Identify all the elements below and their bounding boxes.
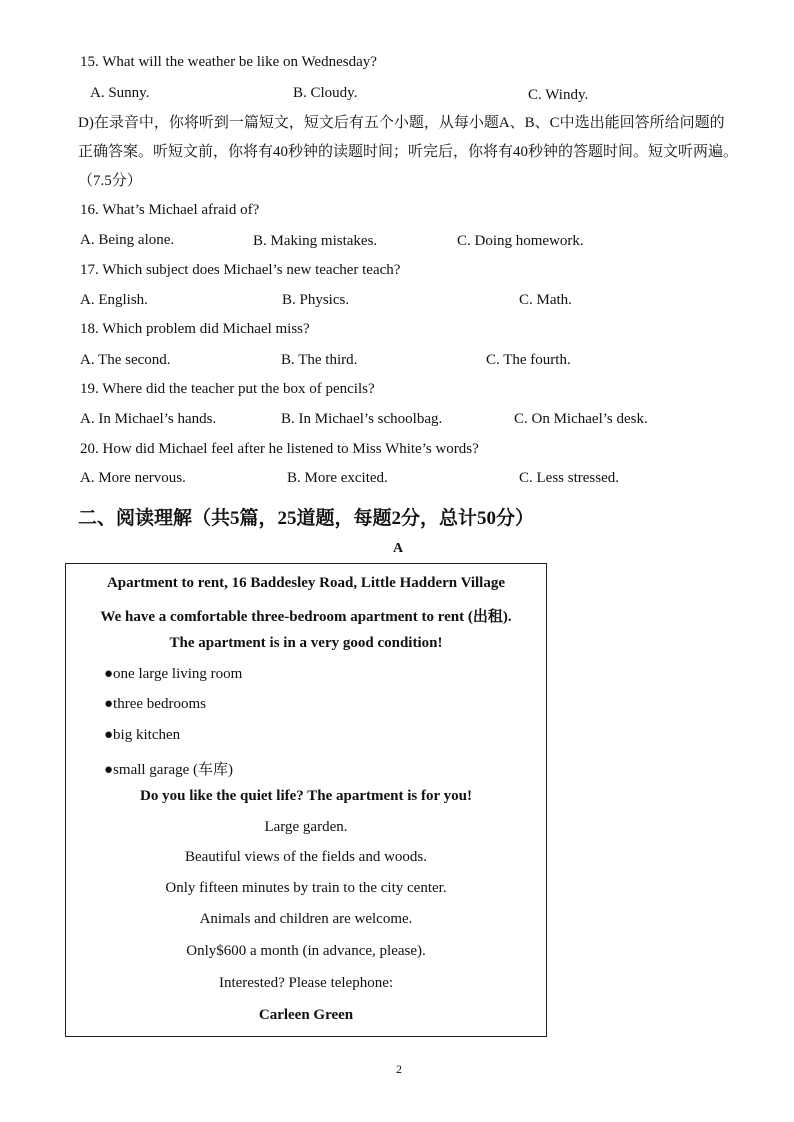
question-20-stem: 20. How did Michael feel after he listened to Miss White’s words? (80, 441, 479, 457)
question-19-option-b: B. In Michael’s schoolbag. (281, 411, 443, 427)
question-19-stem: 19. Where did the teacher put the box of pencils? (80, 381, 375, 397)
question-17-option-a: A. English. (80, 292, 148, 308)
ad-condition: The apartment is in a very good condition! (169, 635, 443, 651)
ad-line-train: Only fifteen minutes by train to the city center. (165, 880, 447, 896)
question-20-option-c: C. Less stressed. (519, 470, 619, 486)
question-15-option-c: C. Windy. (528, 87, 589, 103)
question-16-option-a: A. Being alone. (80, 232, 175, 248)
ad-feature-kitchen: ●big kitchen (104, 727, 181, 743)
question-16-option-c: C. Doing homework. (457, 233, 584, 249)
question-18-stem: 18. Which problem did Michael miss? (80, 321, 310, 337)
question-18-option-b: B. The third. (281, 352, 358, 368)
ad-line-garden: Large garden. (264, 819, 348, 835)
ad-heading: Apartment to rent, 16 Baddesley Road, Little Haddern Village (106, 575, 506, 591)
question-19-option-a: A. In Michael’s hands. (80, 411, 217, 427)
question-20-option-b: B. More excited. (287, 470, 388, 486)
ad-feature-bedrooms: ●three bedrooms (104, 696, 206, 712)
passage-label: A (393, 541, 404, 556)
ad-contact-name: Carleen Green (258, 1007, 354, 1023)
question-17-option-c: C. Math. (519, 292, 572, 308)
question-18-option-a: A. The second. (80, 352, 171, 368)
ad-feature-living-room: ●one large living room (104, 666, 243, 682)
ad-line-price: Only$600 a month (in advance, please). (186, 943, 426, 959)
question-20-option-a: A. More nervous. (80, 470, 186, 486)
ad-subheading: We have a comfortable three-bedroom apartment to rent (出租). (100, 609, 512, 625)
question-16-option-b: B. Making mistakes. (253, 233, 378, 249)
ad-feature-garage: ●small garage (车库) (104, 762, 234, 778)
page-number: 2 (396, 1062, 402, 1076)
question-16-stem: 16. What’s Michael afraid of? (80, 202, 260, 218)
ad-line-views: Beautiful views of the fields and woods. (184, 849, 428, 865)
ad-line-telephone: Interested? Please telephone: (218, 975, 394, 991)
reading-section-title: 二、阅读理解（共5篇，25道题，每题2分，总计50分） (78, 508, 535, 529)
question-17-stem: 17. Which subject does Michael’s new teacher teach? (80, 262, 401, 278)
ad-line-welcome: Animals and children are welcome. (199, 911, 413, 927)
question-17-option-b: B. Physics. (282, 292, 350, 308)
question-18-option-c: C. The fourth. (486, 352, 571, 368)
listening-instruction: D)在录音中，你将听到一篇短文，短文后有五个小题，从每小题A、B、C中选出能回答所给问题的正确答案。听短文前，你将有40秒钟的读题时间；听完后，你将有40秒钟的答题时间。短文听两遍。（7.5分） (78, 115, 739, 189)
question-15-stem: 15. What will the weather be like on Wednesday? (80, 54, 377, 70)
apartment-ad-box (65, 563, 547, 1037)
question-19-option-c: C. On Michael’s desk. (514, 411, 648, 427)
question-15-option-b: B. Cloudy. (293, 85, 358, 101)
question-15-option-a: A. Sunny. (90, 85, 150, 101)
ad-quiet-life: Do you like the quiet life? The apartment is for you! (140, 788, 472, 804)
